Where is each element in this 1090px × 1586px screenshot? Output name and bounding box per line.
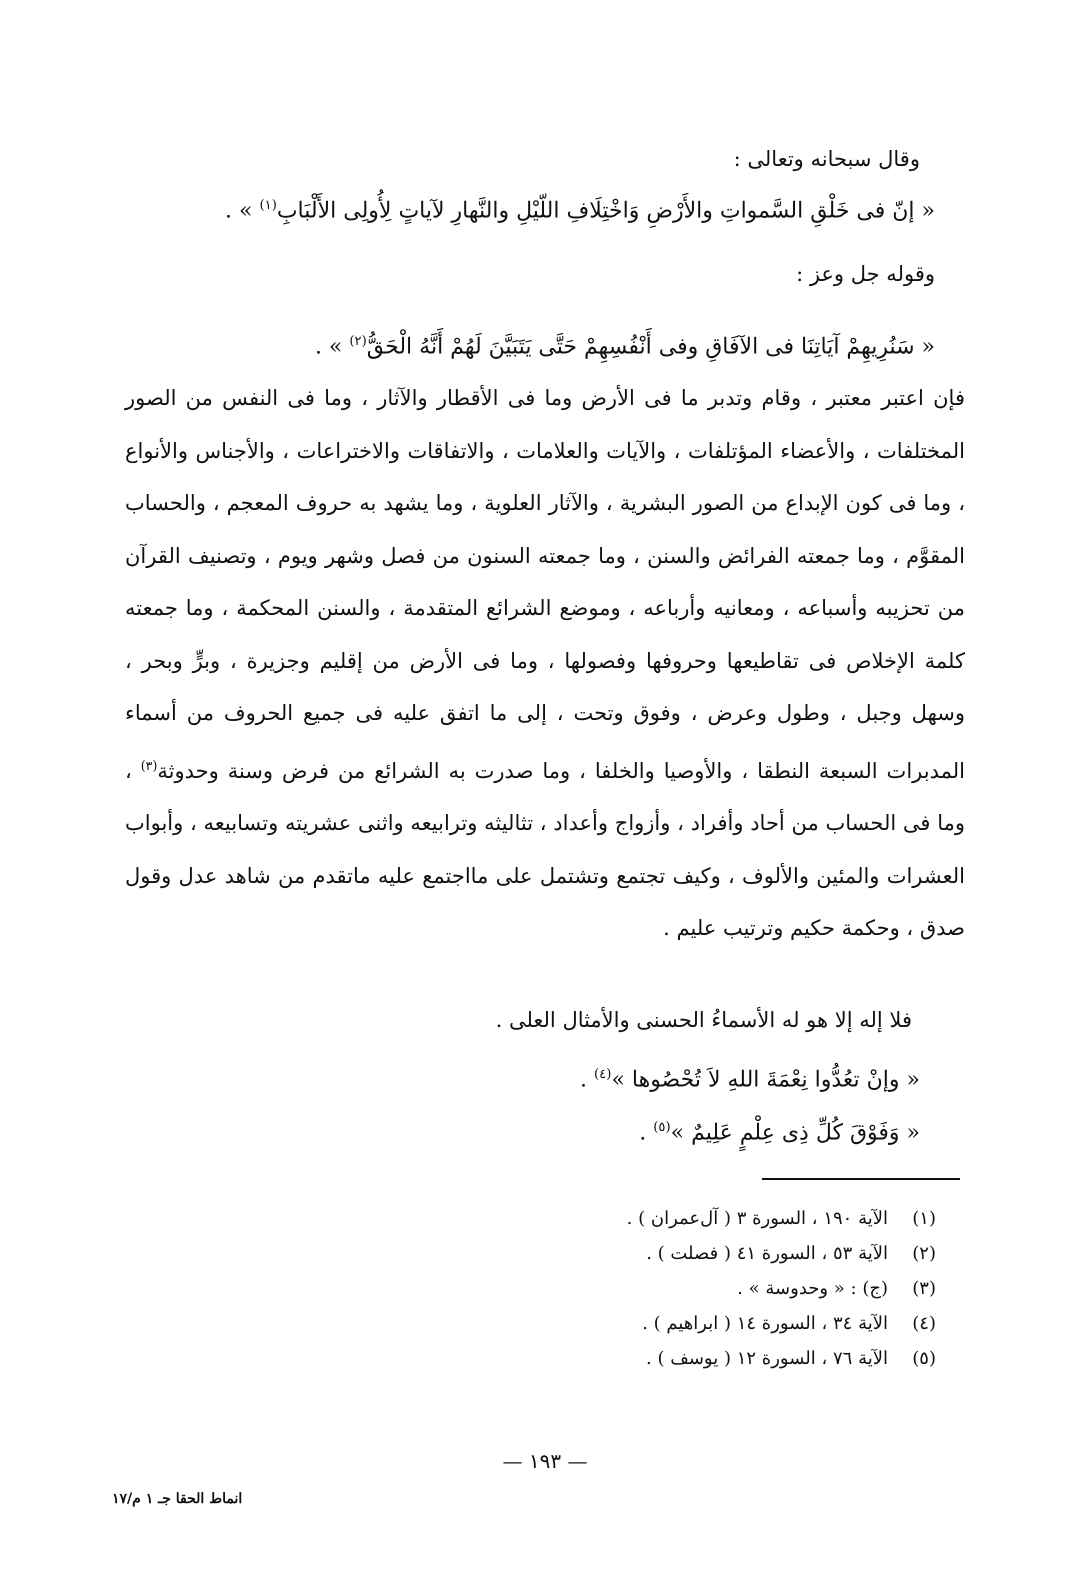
footnote-text: (ج) : « وحدوسة » .: [737, 1278, 888, 1299]
quran-verse-1: [225, 186, 935, 231]
verse-2-end: » .: [314, 334, 343, 360]
intro-line: وقال سبحانه وتعالى :: [733, 147, 920, 171]
footnote-number: (١): [912, 1208, 936, 1229]
verse-1-text: « إنّ فى خَلْقِ السَّمواتِ والأَرْضِ وَاخْتِلَافِ اللّيْلِ والنَّهارِ لآياتٍ لِأُولِى الأَلْبَابِ: [276, 198, 935, 224]
footnote-number: (٥): [912, 1348, 936, 1369]
footnote-number: (٤): [912, 1313, 936, 1334]
footnote-text: الآية ١٩٠ ، السورة ٣ ( آل‌عمران ) .: [626, 1208, 888, 1229]
verse-3-text: « وإنْ تعُدُّوا نِعْمَةَ اللهِ لاَ تُحْصُوها »: [611, 1067, 920, 1093]
body-paragraph-part-a: فإن اعتبر معتبر ، وقام وتدبر ما فى الأرض وما فى الأقطار والآثار ، وما فى النفس من الصور المختلفات ، والأعضاء المؤتلفات ، والآيات والعلامات ، والاتفاقات والاختراعات ، والأجناس والأنواع ، وما فى كون الإبداع من الصور البشرية ، والآثار العلوية ، وما يشهد به حروف المعجم ، والحساب المقوَّم ، وما جمعته الفرائض والسنن ، وما جمعته السنون من فصل وشهر ويوم ، وتصنيف القرآن من تحزيبه وأسباعه ، ومعانيه وأرباعه ، وموضع الشرائع المتقدمة ، والسنن المحكمة ، وما جمعته كلمة الإخلاص فى تقاطيعها وحروفها وفصولها ، وما فى الأرض من إقليم وجزيرة ، وبرٍّ وبحر ، وسهل وجبل ، وطول وعرض ، وفوق وتحت ، إلى ما اتفق عليه فى جميع الحروف من أسماء المدبرات السبعة النطقا ، والأوصيا والخلفا ، وما صدرت به الشرائع من فرض وسنة وحدوثة: [125, 386, 965, 783]
body-paragraph-part-b: ، وما فى الحساب من أحاد وأفراد ، وأزواج وأعداد ، تثاليثه وترابيعه واثنى عشريته وتسابيعه ، وأبواب العشرات والمئين والألوف ، وكيف تجتمع وتشتمل على مااجتمع عليه ماتقدم من شاهد عدل وقول صدق ، وحكمة حكيم وترتيب عليم .: [125, 758, 965, 940]
footnote-item: [627, 1271, 936, 1306]
footnote-item: [627, 1201, 936, 1236]
verse-2-text: « سَنُرِيهِمْ آيَاتِنَا فى الآفَاقِ وفى أَنْفُسِهِمْ حَتَّى يَتَبَيَّنَ لَهُمْ أَنَّهُ الْحَقُّ: [366, 334, 935, 360]
footnote-ref-3: (٣): [140, 757, 158, 773]
footnote-ref-1: (١): [259, 198, 277, 213]
signature-mark: انماط الحقا جـ ١ م/١٧: [112, 1491, 243, 1507]
footnote-ref-4: (٤): [594, 1067, 612, 1082]
quran-verse-3: [580, 1055, 920, 1100]
verse-1-end: » .: [224, 198, 253, 224]
footnote-text: الآية ٣٤ ، السورة ١٤ ( ابراهيم ) .: [642, 1313, 888, 1334]
footnote-ref-5: (٥): [653, 1120, 671, 1135]
footnotes-list: [627, 1201, 936, 1376]
footnote-text: الآية ٥٣ ، السورة ٤١ ( فصلت ) .: [646, 1243, 888, 1264]
footnote-number: (٢): [912, 1243, 936, 1264]
closing-line: فلا إله إلا هو له الأسماءُ الحسنى والأمثال العلى .: [495, 1008, 912, 1032]
page-number: — ١٩٣ —: [502, 1449, 588, 1473]
footnote-item: [627, 1341, 936, 1376]
footnote-item: [627, 1236, 936, 1271]
footnote-text: الآية ٧٦ ، السورة ١٢ ( يوسف ) .: [646, 1348, 888, 1369]
footnote-ref-2: (٢): [349, 334, 367, 349]
quran-verse-4: [639, 1108, 920, 1153]
quran-verse-2: [315, 322, 935, 367]
verse-4-end: .: [639, 1120, 647, 1146]
verse-3-end: .: [580, 1067, 588, 1093]
body-paragraph: [125, 372, 965, 955]
verse-4-text: « وَفَوْقَ كُلِّ ذِى عِلْمٍ عَلِيمٌ »: [670, 1120, 920, 1146]
intro-line-2: وقوله جل وعز :: [796, 262, 935, 286]
footnote-divider: [762, 1178, 960, 1180]
footnote-number: (٣): [912, 1278, 936, 1299]
footnote-item: [627, 1306, 936, 1341]
